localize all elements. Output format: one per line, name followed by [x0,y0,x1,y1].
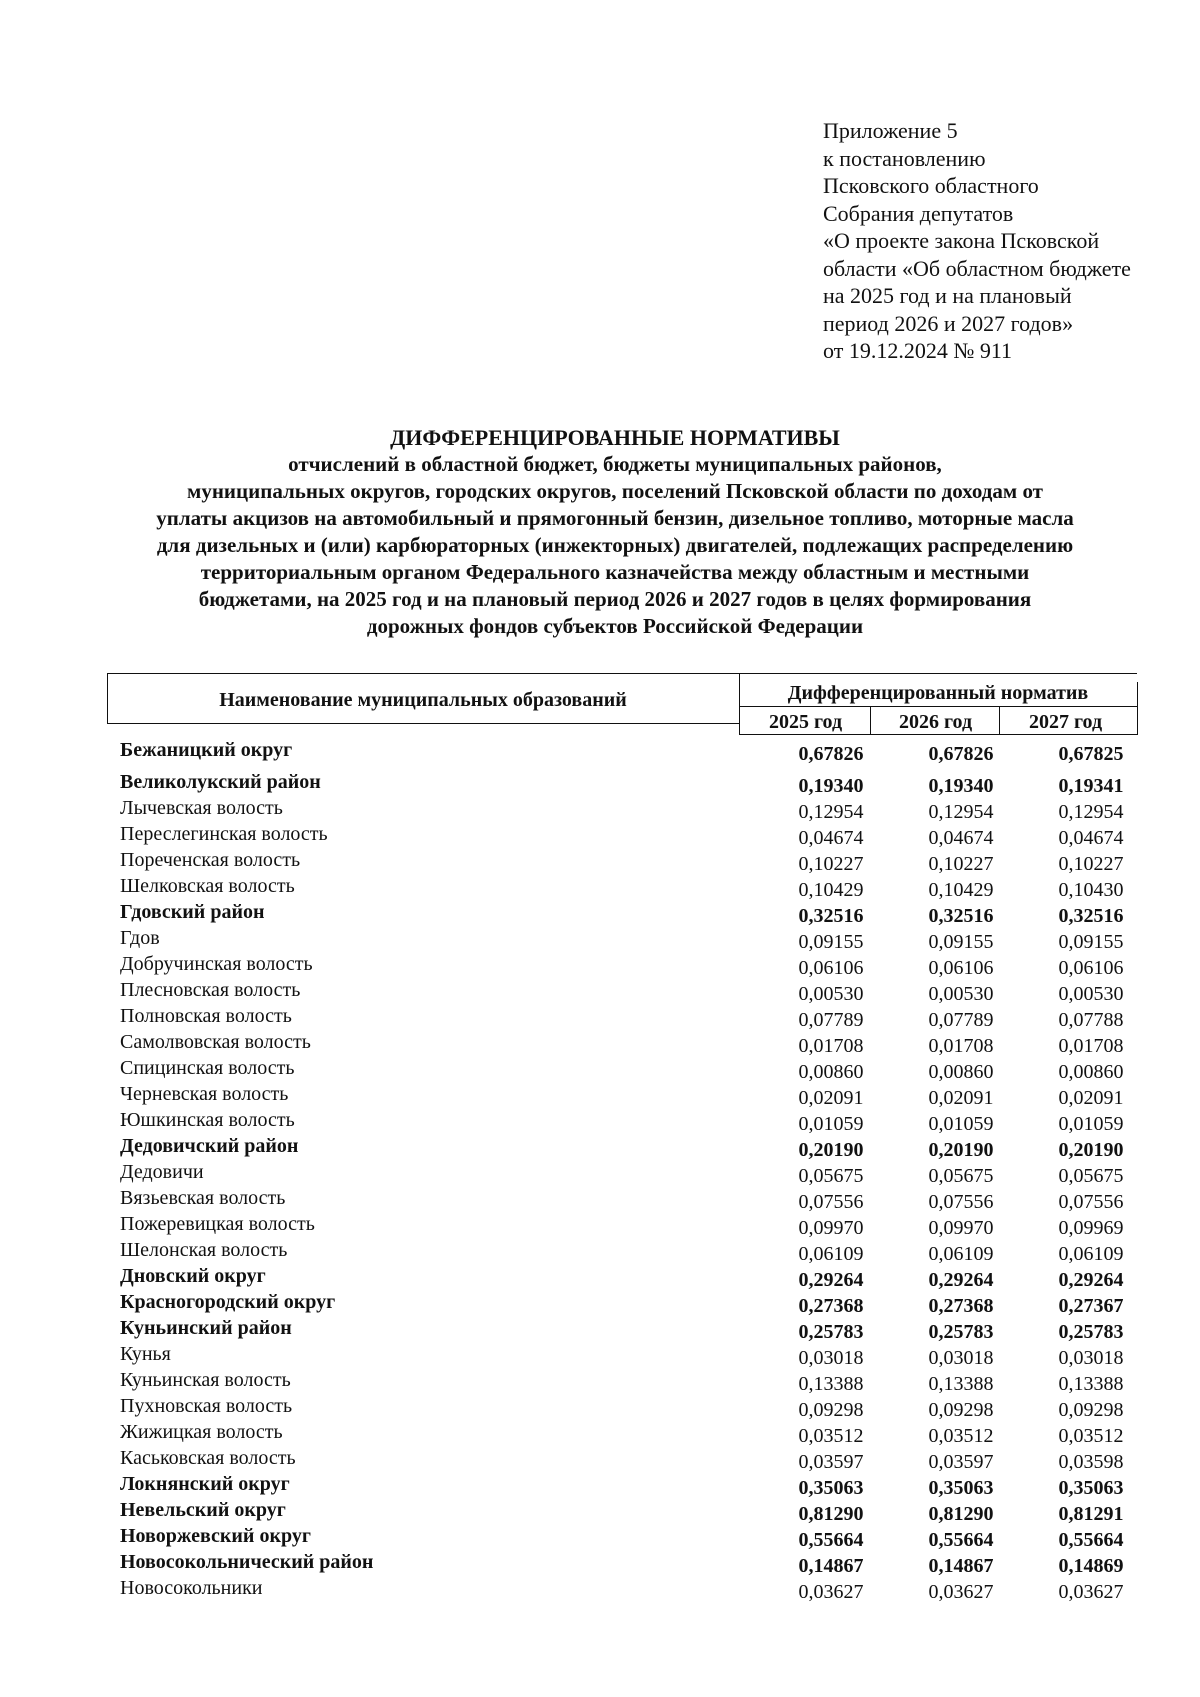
table-body [110,737,1140,1601]
table-row [110,951,1140,977]
title-line: муниципальных округов, городских округов, поселений Псковской области по доходам от [187,479,1043,503]
ratio-value-2027: 0,55664 [1058,1529,1124,1551]
municipality-name: Юшкинская волость [120,1109,295,1131]
table-row [110,873,1140,899]
ratio-value-2025: 0,09298 [798,1399,864,1421]
ratio-value-2027: 0,03598 [1058,1451,1124,1473]
municipality-name: Локнянский округ [120,1473,290,1495]
table-row [110,1419,1140,1445]
ratio-value-2027: 0,20190 [1058,1139,1124,1161]
ratio-value-2025: 0,81290 [798,1503,864,1525]
ratio-value-2026: 0,81290 [928,1503,994,1525]
annex-line: от 19.12.2024 № 911 [823,338,1012,363]
table-row [110,1003,1140,1029]
ratio-value-2027: 0,10430 [1058,879,1124,901]
ratio-value-2027: 0,14869 [1058,1555,1124,1577]
ratio-value-2026: 0,09155 [928,931,994,953]
municipality-name: Самолвовская волость [120,1031,311,1053]
ratio-value-2027: 0,25783 [1058,1321,1124,1343]
ratio-value-2026: 0,03018 [928,1347,994,1369]
ratio-value-2025: 0,03627 [798,1581,864,1603]
municipality-name: Добручинская волость [120,953,313,975]
header-border [1137,682,1138,735]
ratio-value-2025: 0,27368 [798,1295,864,1317]
ratio-value-2025: 0,10429 [798,879,864,901]
annex-line: области «Об областном бюджете [823,255,1131,281]
table-row [110,1393,1140,1419]
municipality-name: Пожеревицкая волость [120,1213,315,1235]
ratio-value-2026: 0,20190 [928,1139,994,1161]
ratio-value-2027: 0,07556 [1058,1191,1124,1213]
ratio-value-2027: 0,09155 [1058,931,1124,953]
ratio-value-2026: 0,09970 [928,1217,994,1239]
ratio-value-2026: 0,25783 [928,1321,994,1343]
municipality-name: Лычевская волость [120,797,283,819]
municipality-name: Дновский округ [120,1265,266,1287]
ratio-value-2025: 0,35063 [798,1477,864,1499]
table-row [110,1055,1140,1081]
ratio-value-2025: 0,06109 [798,1243,864,1265]
ratio-value-2025: 0,20190 [798,1139,864,1161]
table-row [110,1029,1140,1055]
municipality-name: Дедовичи [120,1161,204,1183]
ratio-value-2026: 0,35063 [928,1477,994,1499]
ratio-value-2027: 0,00530 [1058,983,1124,1005]
ratio-value-2025: 0,01708 [798,1035,864,1057]
title-line: для дизельных и (или) карбюраторных (инжекторных) двигателей, подлежащих распределению [156,533,1074,557]
ratio-value-2025: 0,03018 [798,1347,864,1369]
ratio-value-2027: 0,06106 [1058,957,1124,979]
ratio-value-2026: 0,67826 [928,743,994,765]
ratio-value-2027: 0,29264 [1058,1269,1124,1291]
title-line: территориальным органом Федерального казначейства между областным и местными [200,560,1030,584]
ratio-value-2026: 0,03512 [928,1425,994,1447]
ratio-value-2025: 0,14867 [798,1555,864,1577]
municipality-name: Переслегинская волость [120,823,328,845]
ratio-value-2025: 0,00860 [798,1061,864,1083]
ratio-value-2026: 0,00530 [928,983,994,1005]
ratio-value-2026: 0,07789 [928,1009,994,1031]
municipality-name: Пухновская волость [120,1395,293,1417]
ratio-value-2027: 0,12954 [1058,801,1124,823]
ratio-value-2026: 0,06106 [928,957,994,979]
municipality-name: Вязьевская волость [120,1187,286,1209]
header-divider [739,706,1137,707]
municipality-name: Куньинская волость [120,1369,291,1391]
ratio-value-2025: 0,09155 [798,931,864,953]
ratio-value-2025: 0,06106 [798,957,864,979]
table-row [110,1523,1140,1549]
ratio-value-2027: 0,06109 [1058,1243,1124,1265]
ratio-value-2025: 0,01059 [798,1113,864,1135]
municipality-name: Бежаницкий округ [120,739,293,761]
ratio-value-2025: 0,10227 [798,853,864,875]
ratio-value-2026: 0,09298 [928,1399,994,1421]
ratio-value-2027: 0,13388 [1058,1373,1124,1395]
ratio-value-2025: 0,19340 [798,775,864,797]
ratio-value-2027: 0,09969 [1058,1217,1124,1239]
column-header-2025: 2025 год [768,711,843,733]
ratio-value-2025: 0,29264 [798,1269,864,1291]
ratio-value-2027: 0,03627 [1058,1581,1124,1603]
annex-line: «О проекте закона Псковской [823,228,1100,253]
ratio-value-2026: 0,07556 [928,1191,994,1213]
ratio-value-2026: 0,03597 [928,1451,994,1473]
ratio-value-2026: 0,02091 [928,1087,994,1109]
ratio-value-2027: 0,27367 [1058,1295,1124,1317]
ratio-value-2026: 0,10227 [928,853,994,875]
ratio-value-2025: 0,67826 [798,743,864,765]
ratio-value-2025: 0,32516 [798,905,864,927]
municipality-name: Кунья [120,1343,171,1365]
municipality-name: Гдов [120,927,160,949]
annex-line: Приложение 5 [823,118,958,143]
table-row [110,1497,1140,1523]
table-row [110,977,1140,1003]
table-row [110,847,1140,873]
municipality-name: Дедовичский район [120,1135,299,1157]
annex-line: Собрания депутатов [823,200,1014,226]
annex-line: Псковского областного [823,173,1039,198]
ratio-value-2027: 0,04674 [1058,827,1124,849]
ratio-value-2026: 0,32516 [928,905,994,927]
column-header-2026: 2026 год [898,711,973,733]
annex-block [823,117,1183,365]
municipality-name: Полновская волость [120,1005,292,1027]
municipality-name: Новосокольнический район [120,1551,374,1573]
document-title [70,424,1160,640]
ratio-value-2027: 0,05675 [1058,1165,1124,1187]
ratio-value-2026: 0,04674 [928,827,994,849]
municipality-name: Новосокольники [120,1577,263,1599]
ratio-value-2025: 0,13388 [798,1373,864,1395]
header-border [107,673,1137,674]
ratio-value-2025: 0,03597 [798,1451,864,1473]
table-row [110,1081,1140,1107]
column-group-header: Дифференцированный норматив [787,682,1089,704]
ratio-value-2027: 0,03512 [1058,1425,1124,1447]
table-row [110,1341,1140,1367]
table-row [110,1263,1140,1289]
ratio-value-2025: 0,07789 [798,1009,864,1031]
table-row [110,1471,1140,1497]
ratio-value-2027: 0,35063 [1058,1477,1124,1499]
ratio-value-2025: 0,09970 [798,1217,864,1239]
annex-line: на 2025 год и на плановый [823,283,1072,308]
municipality-name: Шелонская волость [120,1239,288,1261]
table-row [110,1367,1140,1393]
ratio-value-2027: 0,01059 [1058,1113,1124,1135]
column-header-2027: 2027 год [1028,711,1103,733]
ratio-value-2025: 0,12954 [798,801,864,823]
ratio-value-2027: 0,03018 [1058,1347,1124,1369]
ratio-value-2025: 0,03512 [798,1425,864,1447]
ratio-value-2027: 0,10227 [1058,853,1124,875]
ratio-value-2025: 0,00530 [798,983,864,1005]
ratio-value-2026: 0,12954 [928,801,994,823]
municipality-name: Спицинская волость [120,1057,295,1079]
table-row [110,1549,1140,1575]
table-row [110,1445,1140,1471]
municipality-name: Шелковская волость [120,875,295,897]
ratio-value-2026: 0,05675 [928,1165,994,1187]
ratio-value-2026: 0,14867 [928,1555,994,1577]
title-line: уплаты акцизов на автомобильный и прямогонный бензин, дизельное топливо, моторные масла [156,506,1074,530]
ratio-value-2026: 0,00860 [928,1061,994,1083]
table-row [110,821,1140,847]
header-border [739,734,1137,735]
table-row [110,1159,1140,1185]
municipality-name: Красногородский округ [120,1291,336,1313]
ratio-value-2025: 0,04674 [798,827,864,849]
ratio-value-2027: 0,32516 [1058,905,1124,927]
ratio-value-2025: 0,05675 [798,1165,864,1187]
ratio-value-2027: 0,02091 [1058,1087,1124,1109]
table-row [110,1133,1140,1159]
ratio-value-2025: 0,25783 [798,1321,864,1343]
ratio-value-2026: 0,55664 [928,1529,994,1551]
table-row [110,1315,1140,1341]
municipality-name: Великолукский район [120,771,321,793]
annex-line: период 2026 и 2027 годов» [823,310,1074,336]
table-row [110,795,1140,821]
municipality-name: Новоржевский округ [120,1525,311,1547]
ratio-value-2025: 0,55664 [798,1529,864,1551]
ratio-value-2026: 0,27368 [928,1295,994,1317]
table-row [110,1185,1140,1211]
ratio-value-2027: 0,01708 [1058,1035,1124,1057]
ratio-value-2026: 0,29264 [928,1269,994,1291]
ratio-value-2026: 0,01059 [928,1113,994,1135]
title-line: бюджетами, на 2025 год и на плановый период 2026 и 2027 годов в целях формирования [198,587,1032,611]
ratio-value-2026: 0,03627 [928,1581,994,1603]
column-header-name: Наименование муниципальных образований [219,689,627,711]
ratio-value-2027: 0,00860 [1058,1061,1124,1083]
ratio-value-2025: 0,07556 [798,1191,864,1213]
municipality-name: Черневская волость [120,1083,289,1105]
table-row [110,899,1140,925]
title-main: ДИФФЕРЕНЦИРОВАННЫЕ НОРМАТИВЫ [390,425,840,450]
ratio-value-2026: 0,13388 [928,1373,994,1395]
table-row [110,1575,1140,1601]
ratio-value-2025: 0,02091 [798,1087,864,1109]
annex-line: к постановлению [823,145,986,171]
table-header [107,673,1137,735]
table-row [110,1211,1140,1237]
municipality-name: Невельский округ [120,1499,286,1521]
ratio-value-2027: 0,07788 [1058,1009,1124,1031]
table-row [110,925,1140,951]
ratio-value-2026: 0,19340 [928,775,994,797]
ratio-value-2027: 0,67825 [1058,743,1124,765]
municipality-name: Жижицкая волость [120,1421,283,1443]
table-row [110,737,1140,763]
ratio-value-2027: 0,09298 [1058,1399,1124,1421]
ratio-value-2027: 0,19341 [1058,775,1124,797]
municipality-name: Пореченская волость [120,849,301,871]
title-line: отчислений в областной бюджет, бюджеты муниципальных районов, [288,452,942,476]
municipality-name: Куньинский район [120,1317,292,1339]
municipality-name: Плесновская волость [120,979,301,1001]
table-row [110,769,1140,795]
title-line: дорожных фондов субъектов Российской Федерации [366,614,864,638]
ratio-value-2026: 0,10429 [928,879,994,901]
ratio-value-2027: 0,81291 [1058,1503,1124,1525]
table-row [110,1237,1140,1263]
ratio-value-2026: 0,06109 [928,1243,994,1265]
municipality-name: Гдовский район [120,901,265,923]
ratio-value-2026: 0,01708 [928,1035,994,1057]
table-row [110,1289,1140,1315]
table-row [110,1107,1140,1133]
municipality-name: Каськовская волость [120,1447,296,1469]
header-border [107,723,739,724]
